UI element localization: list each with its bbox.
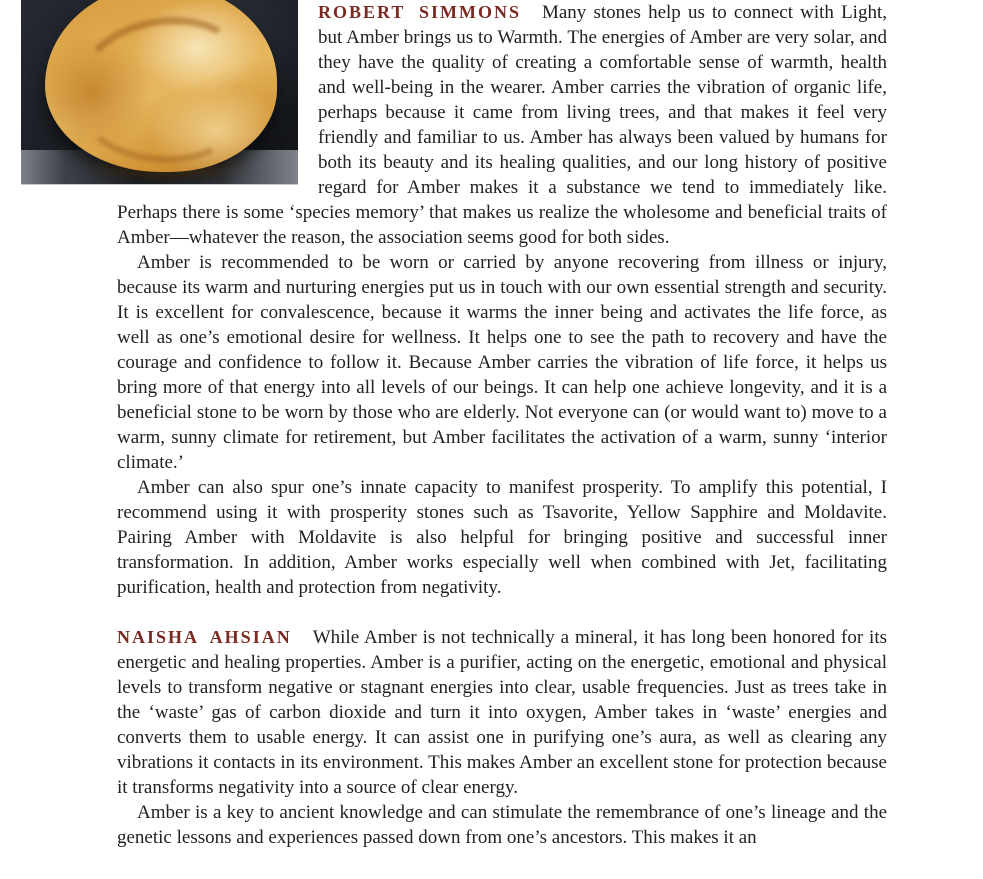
amber-photo-float <box>117 0 318 185</box>
simmons-paragraph-3: Amber can also spur one’s innate capacity to manifest prosperity. To amplify this potential, I recommend using it with prosperity stones such as Tsavorite, Yellow Sapphire and Moldavite. Pairing Amber with Moldavite is also helpful for bringing positive and successful inner transformation. In addition, Amber works especially well when combined with Jet, facilitating purification, health and protection from negativity. <box>117 477 887 598</box>
ahsian-paragraph-2: Amber is a key to ancient knowledge and can stimulate the remembrance of one’s lineage and the genetic lessons and experiences passed down from one’s ancestors. This makes it an <box>117 802 887 848</box>
ahsian-lead-text: While Amber is not technically a mineral, it has long been honored for its energetic and healing properties. Amber is a purifier, acting on the energetic, emotional and physical levels to transform negative or stagnant energies into clear, usable frequencies. Just as trees take in the ‘waste’ gas of carbon dioxide and turn it into oxygen, Amber takes in ‘waste’ energies and converts them to usable energy. It can assist one in purifying one’s aura, as well as clearing any vibrations it contacts in its environment. This makes Amber an excellent stone for protection because it transforms negativity into a source of clear energy. <box>117 627 887 798</box>
ahsian-lead-paragraph <box>117 625 887 800</box>
author-robert-simmons: ROBERT SIMMONS <box>318 2 521 22</box>
simmons-paragraph-2: Amber is recommended to be worn or carried by anyone recovering from illness or injury, because its warm and nurturing energies put us in touch with our own essential strength and security. It is excellent for convalescence, because it warms the inner being and activates the life force, as well as one’s emotional desire for wellness. It helps one to see the path to recovery and have the courage and confidence to follow it. Because Amber carries the vibration of life force, it helps us bring more of that energy into all levels of our beings. It can help one achieve longevity, and it is a beneficial stone to be worn by those who are elderly. Not everyone can (or would want to) move to a warm, sunny climate for retirement, but Amber facilitates the activation of a warm, sunny ‘interior climate.’ <box>117 252 887 473</box>
amber-stone-photo <box>21 0 298 185</box>
simmons-lead-text: Many stones help us to connect with Light, but Amber brings us to Warmth. The energies of Amber are very solar, and they have the quality of creating a comfortable sense of warmth, health and well-being in the wearer. Amber carries the vibration of organic life, perhaps because it came from living trees, and that makes it feel very friendly and familiar to us. Amber has always been valued by humans for both its beauty and its healing qualities, and our long history of positive regard for Amber makes it a substance we tend to immediately like. Perhaps there is some ‘species memory’ that makes us realize the wholesome and beneficial traits of Amber—whatever the reason, the association seems good for both sides. <box>117 2 887 248</box>
author-naisha-ahsian: NAISHA AHSIAN <box>117 627 292 647</box>
